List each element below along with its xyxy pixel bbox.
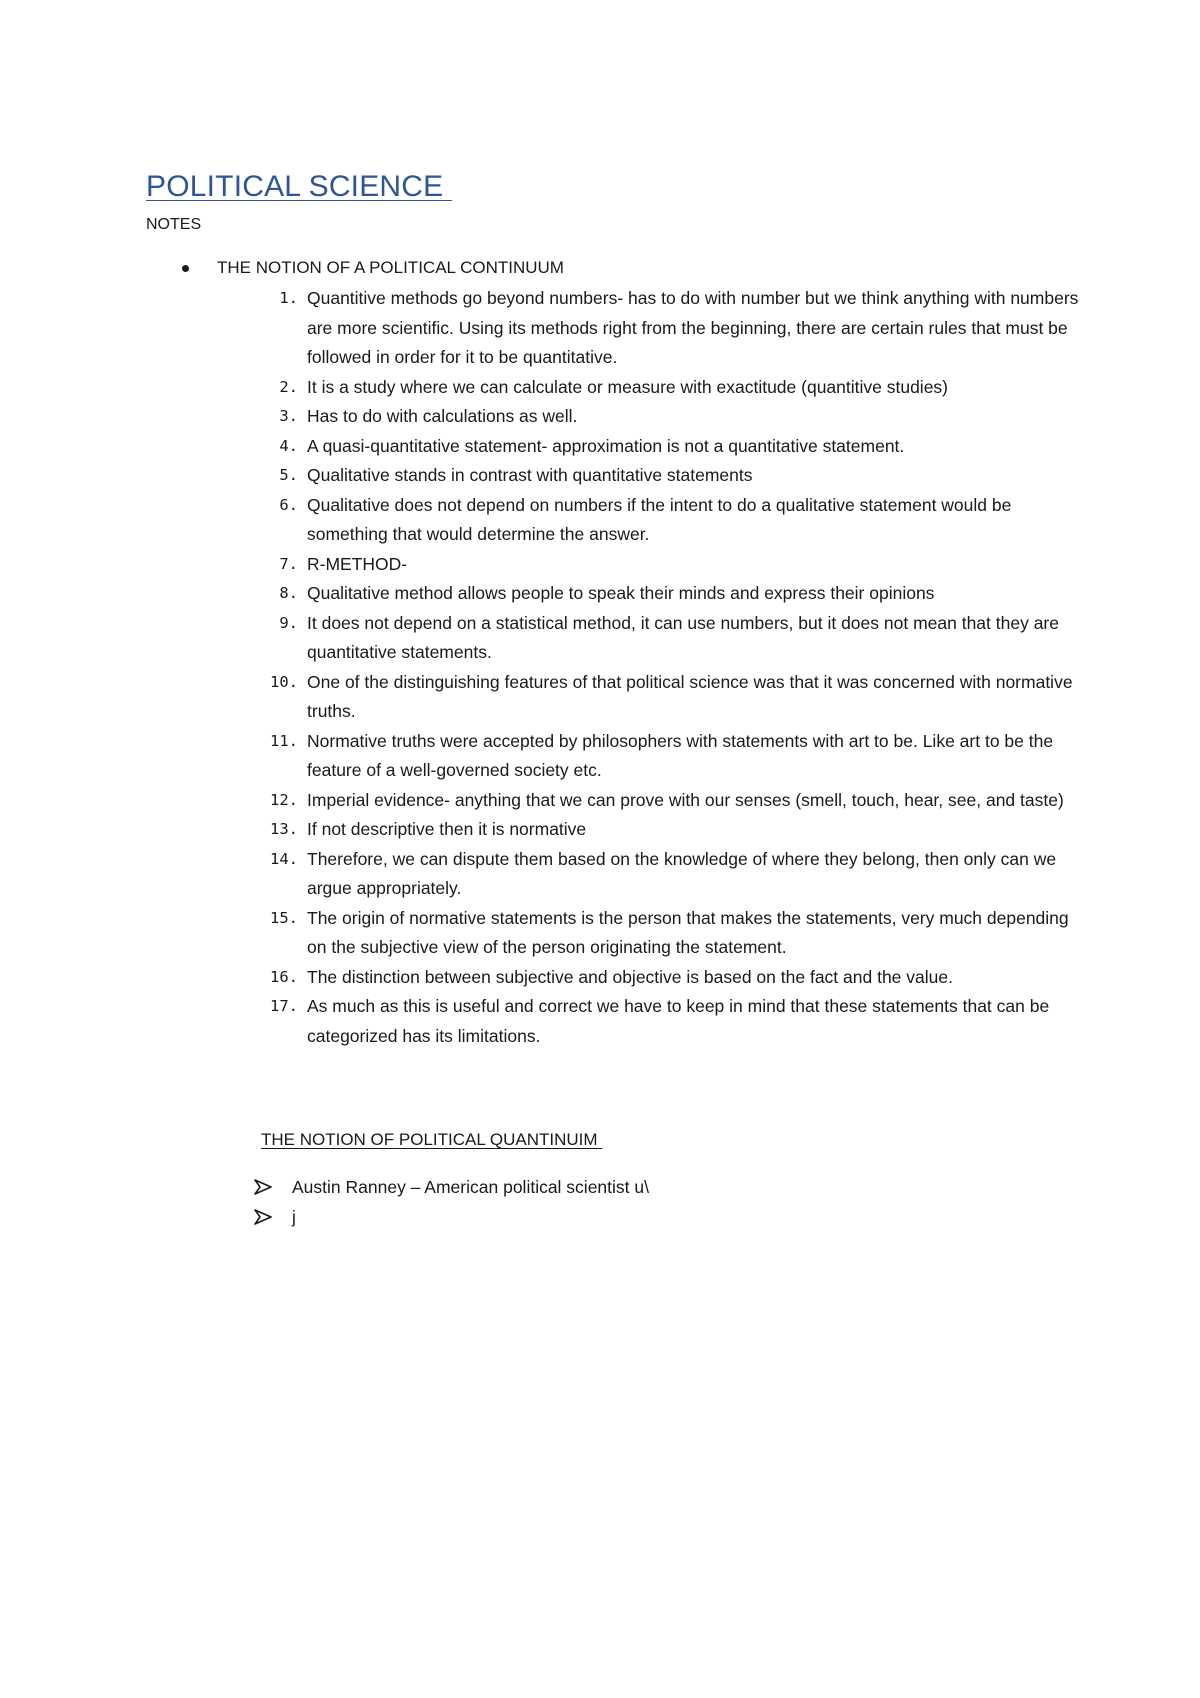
list-item-number: 13.	[270, 820, 298, 838]
list-item	[254, 845, 1084, 904]
bullet-heading-row	[182, 258, 564, 278]
list-item-number: 14.	[270, 849, 298, 868]
list-item-text: Qualitative stands in contrast with quantitative statements	[307, 465, 753, 485]
list-item-text: Quantitive methods go beyond numbers- has to do with number but we think anything with numbers are more scientific. Using its methods right from the beginning, there are certain rules that must be followed in order for it to be quantitative.	[307, 288, 1079, 367]
list-item-number: 2.	[279, 377, 298, 396]
arrow-bullet-icon	[254, 1179, 272, 1195]
list-item	[254, 904, 1084, 963]
list-item	[254, 609, 1084, 668]
list-item-number: 6.	[279, 495, 298, 514]
section-heading: THE NOTION OF POLITICAL QUANTINUIM	[261, 1130, 603, 1149]
list-item-text: As much as this is useful and correct we have to keep in mind that these statements that can be categorized has its limitations.	[307, 996, 1050, 1046]
list-item	[254, 432, 1084, 462]
list-item-number: 5.	[279, 466, 298, 484]
list-item-text: If not descriptive then it is normative	[307, 819, 587, 839]
list-item-text: Therefore, we can dispute them based on the knowledge of where they belong, then only can we argue appropriately.	[307, 848, 1057, 898]
list-item	[254, 992, 1084, 1051]
list-item	[254, 815, 1084, 845]
list-item-number: 1.	[279, 289, 298, 307]
list-item-text: It does not depend on a statistical method, it can use numbers, but it does not mean that they are quantitative statements.	[307, 612, 1059, 662]
list-item-text: Qualitative method allows people to speak their minds and express their opinions	[307, 583, 935, 603]
arrow-bullet-icon	[254, 1209, 272, 1225]
list-item	[254, 373, 1084, 403]
list-item-text: Has to do with calculations as well.	[307, 406, 578, 426]
arrow-list-item	[254, 1202, 649, 1232]
list-item	[254, 668, 1084, 727]
list-item-text: The origin of normative statements is the person that makes the statements, very much depending on the subjective view of the person originating the statement.	[307, 907, 1069, 957]
list-item-text: A quasi-quantitative statement- approximation is not a quantitative statement.	[307, 435, 905, 456]
arrow-list-item-text: j	[292, 1207, 296, 1227]
list-item	[254, 786, 1084, 816]
list-item-text: Qualitative does not depend on numbers if the intent to do a qualitative statement would be something that would determine the answer.	[307, 494, 1012, 544]
list-item-text: It is a study where we can calculate or measure with exactitude (quantitive studies)	[307, 376, 949, 397]
list-item-text: Normative truths were accepted by philosophers with statements with art to be. Like art to be the feature of a well-governed society etc.	[307, 730, 1054, 780]
list-item	[254, 402, 1084, 432]
list-item	[254, 461, 1084, 491]
list-item	[254, 579, 1084, 609]
list-item-number: 17.	[270, 997, 298, 1015]
list-item-text: The distinction between subjective and objective is based on the fact and the value.	[307, 966, 953, 987]
arrow-list-item-text: Austin Ranney – American political scientist u\	[292, 1177, 649, 1197]
document-subtitle: NOTES	[146, 216, 202, 233]
list-item-number: 9.	[279, 613, 298, 632]
arrow-list-item	[254, 1172, 649, 1202]
list-item	[254, 963, 1084, 993]
list-item	[254, 284, 1084, 373]
list-item-number: 3.	[279, 407, 298, 425]
arrow-list	[254, 1172, 649, 1232]
list-item-number: 16.	[270, 967, 298, 986]
list-item-number: 12.	[270, 790, 298, 809]
numbered-list	[254, 284, 1084, 1051]
list-item-text: Imperial evidence- anything that we can prove with our senses (smell, touch, hear, see, and taste)	[307, 789, 1064, 810]
list-item-number: 7.	[279, 554, 298, 573]
list-item-number: 4.	[279, 436, 298, 455]
list-item	[254, 727, 1084, 786]
bullet-icon	[182, 265, 189, 272]
list-item	[254, 491, 1084, 550]
list-item-text: One of the distinguishing features of that political science was that it was concerned with normative truths.	[307, 671, 1073, 721]
list-item-text: R-METHOD-	[307, 553, 408, 574]
list-item-number: 15.	[270, 908, 298, 927]
list-item-number: 8.	[279, 584, 298, 602]
bullet-heading: THE NOTION OF A POLITICAL CONTINUUM	[217, 258, 564, 277]
list-item	[254, 550, 1084, 580]
list-item-number: 10.	[270, 672, 298, 691]
list-item-number: 11.	[270, 731, 298, 750]
document-title: POLITICAL SCIENCE	[146, 170, 452, 203]
